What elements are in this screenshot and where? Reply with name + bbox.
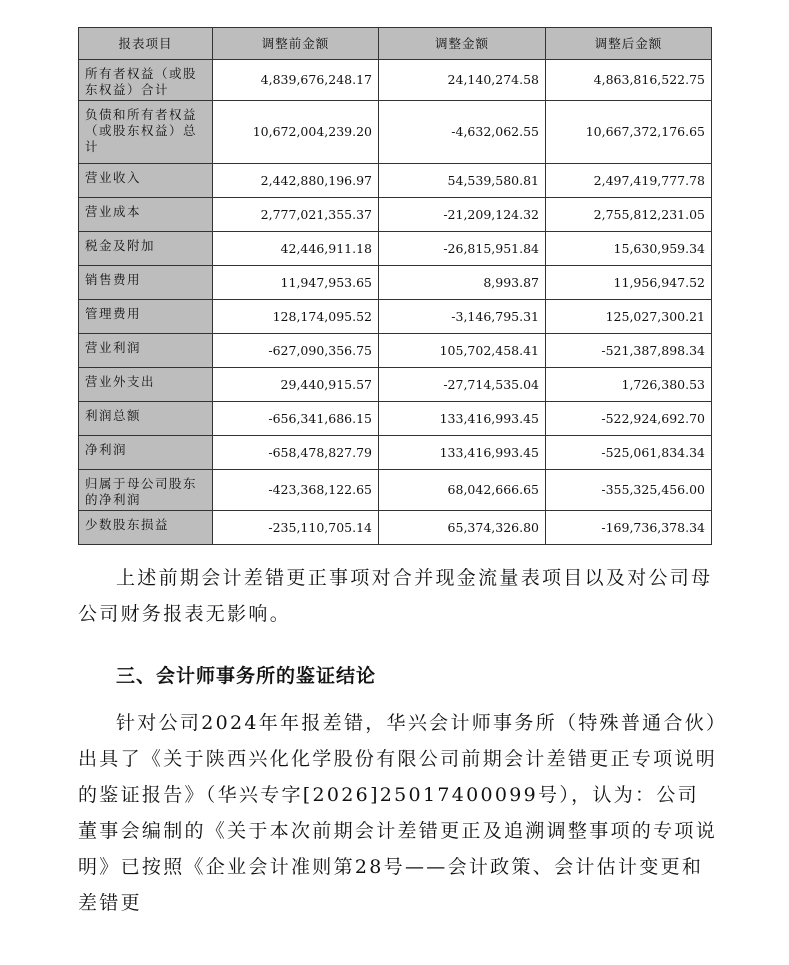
cell-before: 42,446,911.18 xyxy=(213,232,379,266)
table-header-row xyxy=(79,28,712,60)
cell-before: 11,947,953.65 xyxy=(213,266,379,300)
cell-before: -658,478,827.79 xyxy=(213,436,379,470)
cell-adjust: -21,209,124.32 xyxy=(379,198,546,232)
section-heading: 三、会计师事务所的鉴证结论 xyxy=(116,665,377,687)
table-row xyxy=(79,436,712,470)
table-row xyxy=(79,101,712,164)
cell-before: -656,341,686.15 xyxy=(213,402,379,436)
cell-after: 1,726,380.53 xyxy=(546,368,712,402)
cell-before: 128,174,095.52 xyxy=(213,300,379,334)
header-item: 报表项目 xyxy=(79,28,213,60)
cell-before: 4,839,676,248.17 xyxy=(213,60,379,101)
row-label: 营业收入 xyxy=(79,164,213,198)
cell-after: 2,755,812,231.05 xyxy=(546,198,712,232)
adjustment-table xyxy=(78,27,712,545)
cell-adjust: 133,416,993.45 xyxy=(379,402,546,436)
table-row xyxy=(79,402,712,436)
table-row xyxy=(79,198,712,232)
cell-after: 10,667,372,176.65 xyxy=(546,101,712,164)
table-row xyxy=(79,164,712,198)
cell-after: -521,387,898.34 xyxy=(546,334,712,368)
row-label: 营业成本 xyxy=(79,198,213,232)
cell-after: -355,325,456.00 xyxy=(546,470,712,511)
cell-adjust: -3,146,795.31 xyxy=(379,300,546,334)
row-label: 少数股东损益 xyxy=(79,511,213,545)
cell-before: 2,777,021,355.37 xyxy=(213,198,379,232)
row-label: 所有者权益（或股东权益）合计 xyxy=(79,60,213,101)
row-label: 归属于母公司股东的净利润 xyxy=(79,470,213,511)
row-label: 净利润 xyxy=(79,436,213,470)
table-row xyxy=(79,266,712,300)
row-label: 负债和所有者权益（或股东权益）总计 xyxy=(79,101,213,164)
cell-after: 15,630,959.34 xyxy=(546,232,712,266)
cell-after: 4,863,816,522.75 xyxy=(546,60,712,101)
cell-adjust: 105,702,458.41 xyxy=(379,334,546,368)
header-after: 调整后金额 xyxy=(546,28,712,60)
table-row xyxy=(79,470,712,511)
table-row xyxy=(79,300,712,334)
cell-after: 11,956,947.52 xyxy=(546,266,712,300)
header-before: 调整前金额 xyxy=(213,28,379,60)
cell-adjust: 24,140,274.58 xyxy=(379,60,546,101)
row-label: 营业利润 xyxy=(79,334,213,368)
cell-before: 10,672,004,239.20 xyxy=(213,101,379,164)
cell-adjust: -27,714,535.04 xyxy=(379,368,546,402)
cell-after: -522,924,692.70 xyxy=(546,402,712,436)
cell-adjust: 8,993.87 xyxy=(379,266,546,300)
cell-adjust: 68,042,666.65 xyxy=(379,470,546,511)
cell-before: -423,368,122.65 xyxy=(213,470,379,511)
cell-after: -169,736,378.34 xyxy=(546,511,712,545)
cell-adjust: 65,374,326.80 xyxy=(379,511,546,545)
header-adjust: 调整金额 xyxy=(379,28,546,60)
table-row xyxy=(79,60,712,101)
row-label: 营业外支出 xyxy=(79,368,213,402)
row-label: 销售费用 xyxy=(79,266,213,300)
cell-after: -525,061,834.34 xyxy=(546,436,712,470)
cell-before: -627,090,356.75 xyxy=(213,334,379,368)
cell-adjust: -26,815,951.84 xyxy=(379,232,546,266)
row-label: 税金及附加 xyxy=(79,232,213,266)
cell-before: 29,440,915.57 xyxy=(213,368,379,402)
cell-before: -235,110,705.14 xyxy=(213,511,379,545)
cashflow-note-paragraph: 上述前期会计差错更正事项对合并现金流量表项目以及对公司母公司财务报表无影响。 xyxy=(78,567,713,625)
cell-adjust: 133,416,993.45 xyxy=(379,436,546,470)
table-row xyxy=(79,232,712,266)
cell-after: 125,027,300.21 xyxy=(546,300,712,334)
cell-after: 2,497,419,777.78 xyxy=(546,164,712,198)
row-label: 利润总额 xyxy=(79,402,213,436)
cell-before: 2,442,880,196.97 xyxy=(213,164,379,198)
cell-adjust: 54,539,580.81 xyxy=(379,164,546,198)
table-row xyxy=(79,511,712,545)
table-row xyxy=(79,334,712,368)
auditor-conclusion-paragraph: 针对公司2024年年报差错，华兴会计师事务所（特殊普通合伙）出具了《关于陕西兴化化学股份有限公司前期会计差错更正专项说明的鉴证报告》（华兴专字[2026]25017400099号），认为：公司董事会编制的《关于本次前期会计差错更正及追溯调整事项的专项说明》已按照《企业会计准则第28号——会计政策、会计估计变更和差错更 xyxy=(78,712,718,914)
table-row xyxy=(79,368,712,402)
row-label: 管理费用 xyxy=(79,300,213,334)
cell-adjust: -4,632,062.55 xyxy=(379,101,546,164)
